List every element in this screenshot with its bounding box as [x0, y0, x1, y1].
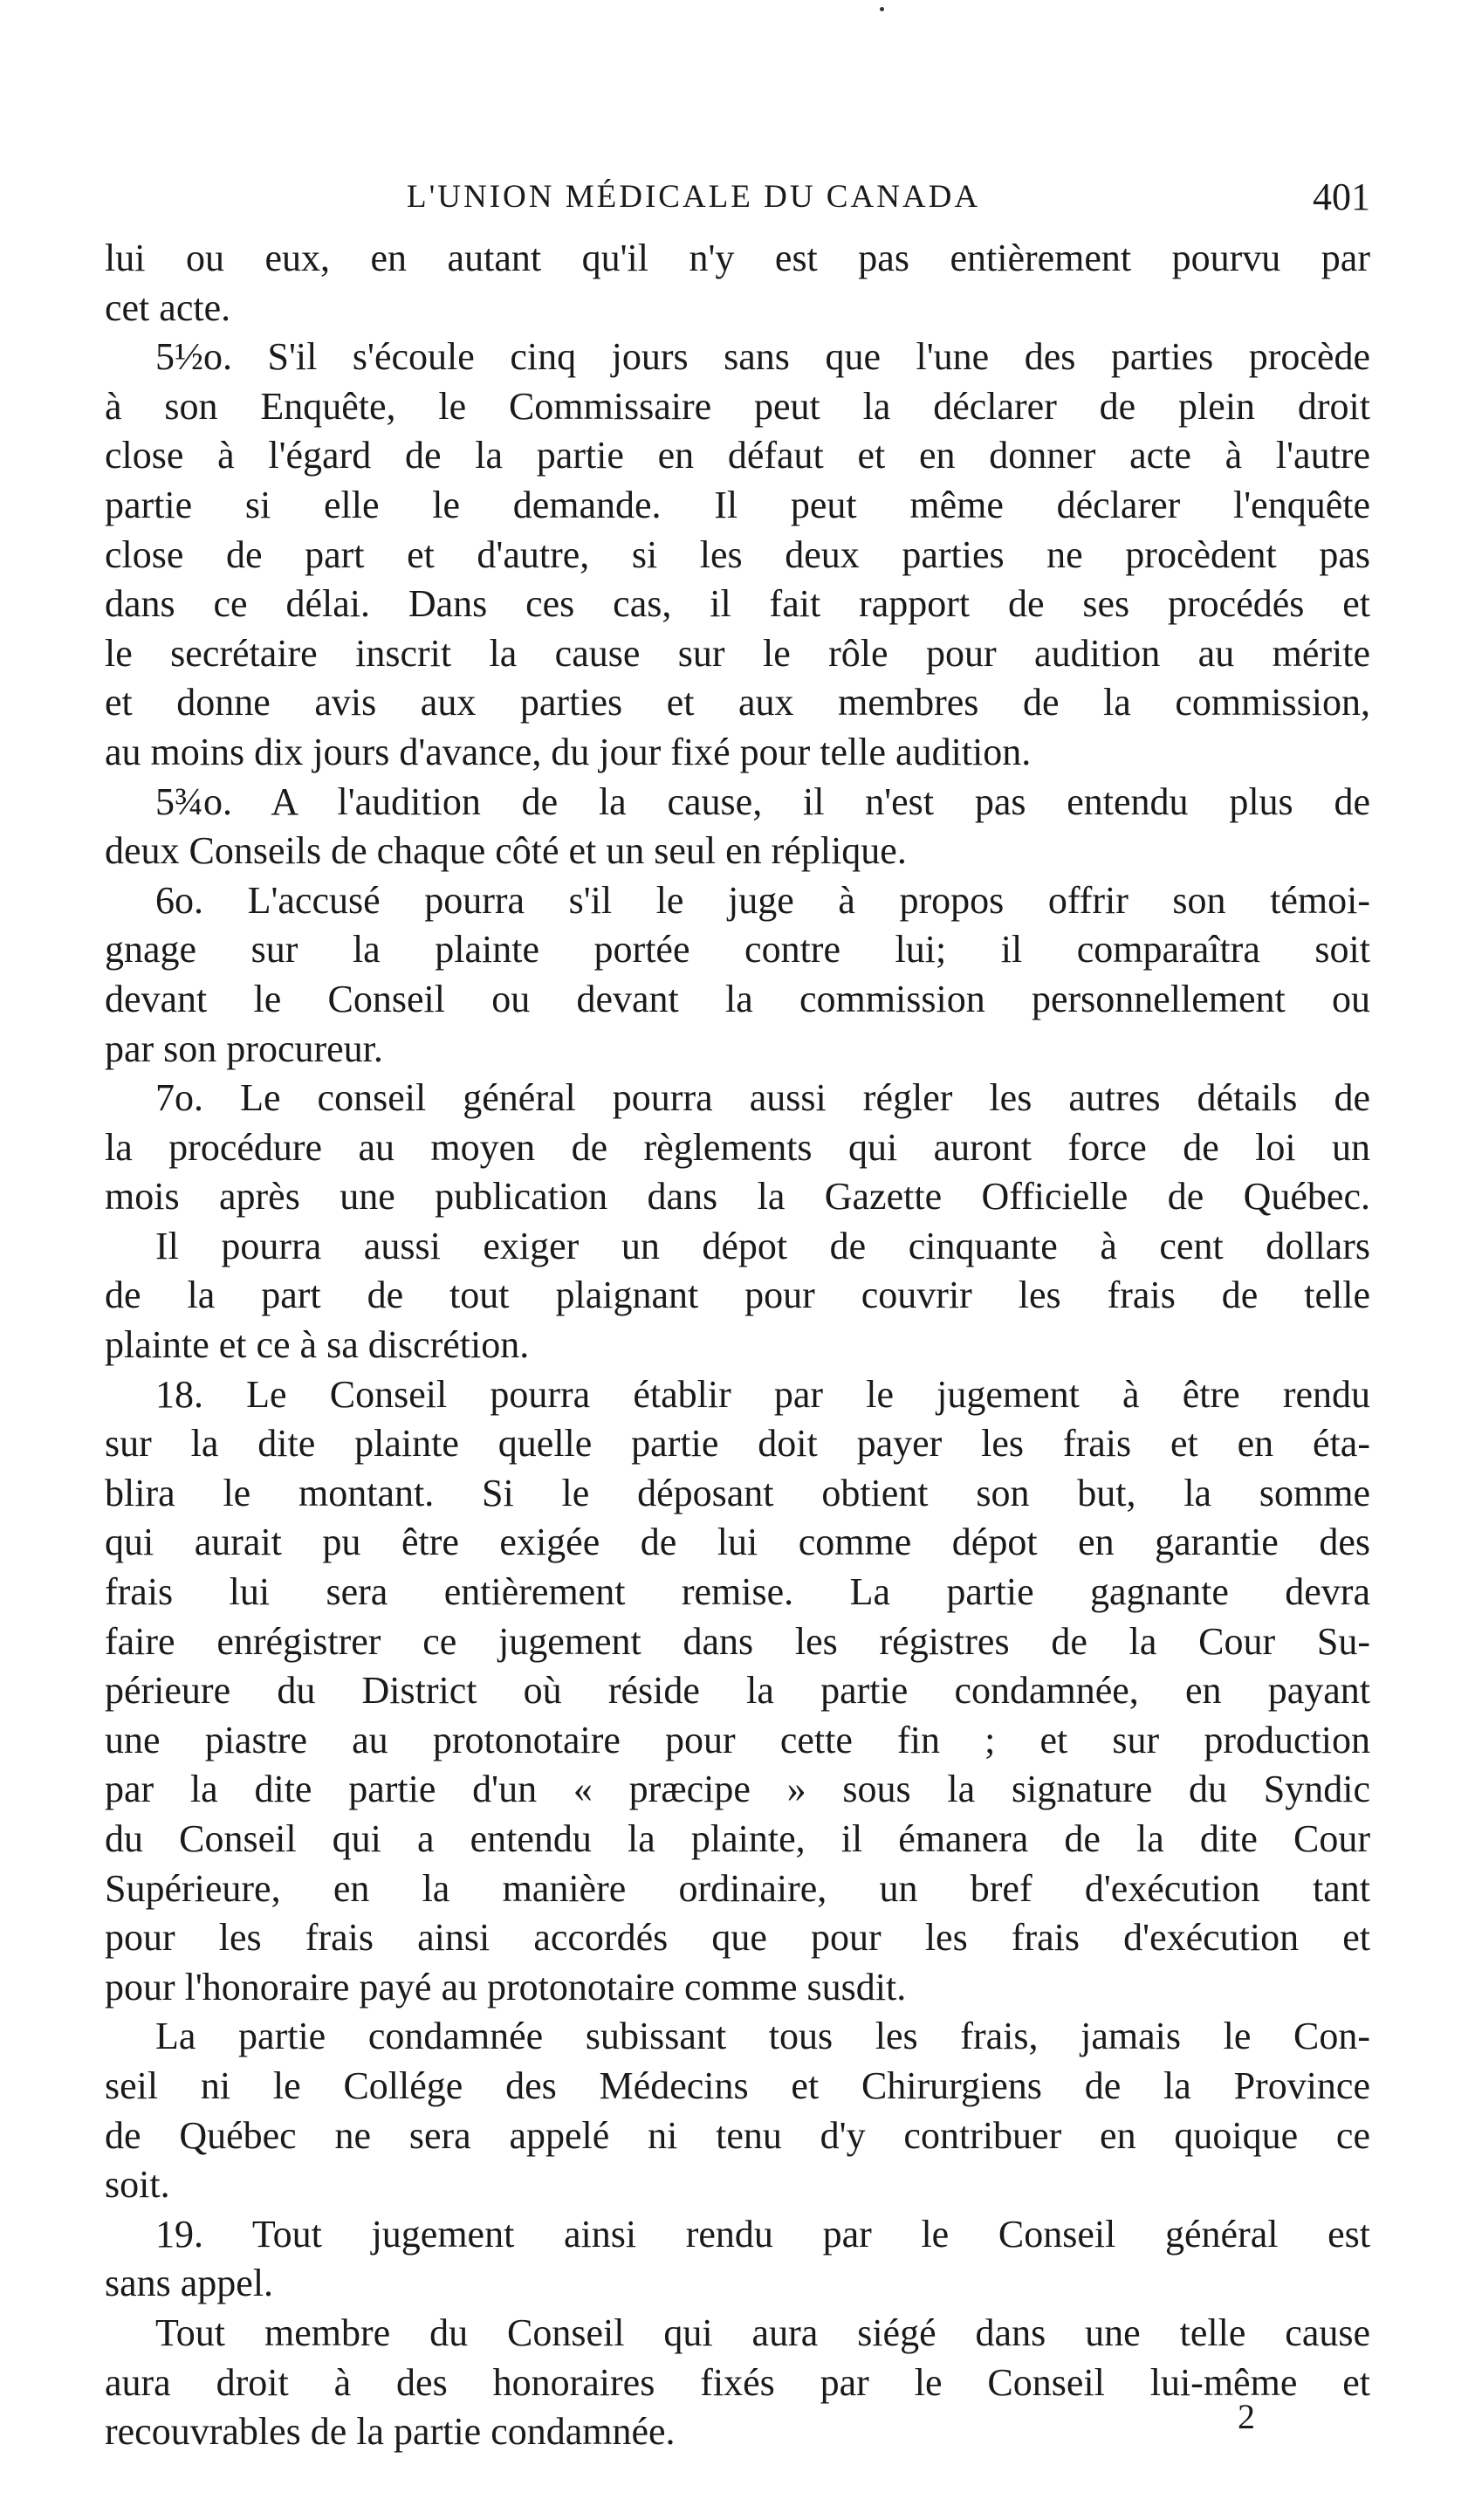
- text-line: par la dite partie d'un « præcipe » sous la signature du Syndic: [105, 1768, 1370, 1811]
- text-line: périeure du District où réside la partie condamnée, en payant: [105, 1669, 1370, 1713]
- text-line: par son procureur.: [105, 1027, 383, 1070]
- text-line: recouvrables de la partie condamnée.: [105, 2410, 676, 2454]
- text-line: cet acte.: [105, 285, 231, 329]
- text-line: soit.: [105, 2163, 170, 2207]
- text-line: 19. Tout jugement ainsi rendu par le Conseil général est: [155, 2212, 1370, 2256]
- text-line: au moins dix jours d'avance, du jour fixé pour telle audition.: [105, 730, 1032, 773]
- text-line: faire enrégistrer ce jugement dans les régistres de la Cour Su-: [105, 1619, 1370, 1663]
- text-line: 18. Le Conseil pourra établir par le jugement à être rendu: [155, 1372, 1370, 1416]
- text-line: pour les frais ainsi accordés que pour les frais d'exécution et: [105, 1916, 1370, 1960]
- text-line: de la part de tout plaignant pour couvrir les frais de telle: [105, 1274, 1370, 1317]
- text-line: frais lui sera entièrement remise. La partie gagnante devra: [105, 1570, 1370, 1614]
- text-line: seil ni le Collége des Médecins et Chirurgiens de la Province: [105, 2063, 1370, 2107]
- text-line: du Conseil qui a entendu la plainte, il émanera de la dite Cour: [105, 1817, 1370, 1860]
- text-line: qui aurait pu être exigée de lui comme dépot en garantie des: [105, 1521, 1370, 1564]
- text-line: plainte et ce à sa discrétion.: [105, 1323, 530, 1367]
- text-line: et donne avis aux parties et aux membres de la commission,: [105, 681, 1370, 724]
- print-speck: [880, 7, 884, 11]
- text-line: dans ce délai. Dans ces cas, il fait rapport de ses procédés et: [105, 582, 1370, 626]
- text-line: sans appel.: [105, 2262, 274, 2305]
- text-line: 6o. L'accusé pourra s'il le juge à propos offrir son témoi-: [155, 878, 1370, 922]
- text-line: à son Enquête, le Commissaire peut la déclarer de plein droit: [105, 384, 1370, 428]
- text-line: Il pourra aussi exiger un dépot de cinquante à cent dollars: [155, 1224, 1370, 1267]
- text-line: partie si elle le demande. Il peut même déclarer l'enquête: [105, 483, 1370, 526]
- running-title: L'UNION MÉDICALE DU CANADA: [407, 179, 981, 215]
- text-line: La partie condamnée subissant tous les frais, jamais le Con-: [155, 2015, 1370, 2058]
- body-text: [105, 234, 1370, 2457]
- page-number: 401: [1313, 175, 1370, 218]
- text-line: devant le Conseil ou devant la commission personnellement ou: [105, 977, 1370, 1020]
- text-line: mois après une publication dans la Gazette Officielle de Québec.: [105, 1175, 1370, 1219]
- text-line: 7o. Le conseil général pourra aussi régler les autres détails de: [155, 1076, 1370, 1120]
- text-line: lui ou eux, en autant qu'il n'y est pas entièrement pourvu par: [105, 237, 1370, 279]
- text-line: close de part et d'autre, si les deux parties ne procèdent pas: [105, 532, 1370, 576]
- text-line: une piastre au protonotaire pour cette fin ; et sur production: [105, 1718, 1370, 1761]
- text-line: le secrétaire inscrit la cause sur le rôle pour audition au mérite: [105, 631, 1370, 675]
- text-line: deux Conseils de chaque côté et un seul en réplique.: [105, 829, 907, 873]
- text-line: aura droit à des honoraires fixés par le Conseil lui-même et: [105, 2360, 1370, 2404]
- text-line: Supérieure, en la manière ordinaire, un bref d'exécution tant: [105, 1866, 1370, 1910]
- text-line: la procédure au moyen de règlements qui auront force de loi un: [105, 1125, 1370, 1169]
- text-line: gnage sur la plainte portée contre lui; il comparaîtra soit: [105, 928, 1370, 972]
- text-line: de Québec ne sera appelé ni tenu d'y contribuer en quoique ce: [105, 2113, 1370, 2157]
- text-line: close à l'égard de la partie en défaut et en donner acte à l'autre: [105, 434, 1370, 477]
- text-line: blira le montant. Si le déposant obtient son but, la somme: [105, 1471, 1370, 1514]
- text-line: sur la dite plainte quelle partie doit payer les frais et en éta-: [105, 1422, 1370, 1466]
- running-head: [105, 171, 1370, 223]
- text-line: pour l'honoraire payé au protonotaire comme susdit.: [105, 1965, 907, 2008]
- signature-mark: 2: [1238, 2397, 1255, 2436]
- text-line: Tout membre du Conseil qui aura siégé dans une telle cause: [155, 2311, 1370, 2354]
- text-line: 5½o. S'il s'écoule cinq jours sans que l'une des parties procède: [155, 335, 1370, 379]
- text-line: 5¾o. A l'audition de la cause, il n'est pas entendu plus de: [155, 779, 1370, 823]
